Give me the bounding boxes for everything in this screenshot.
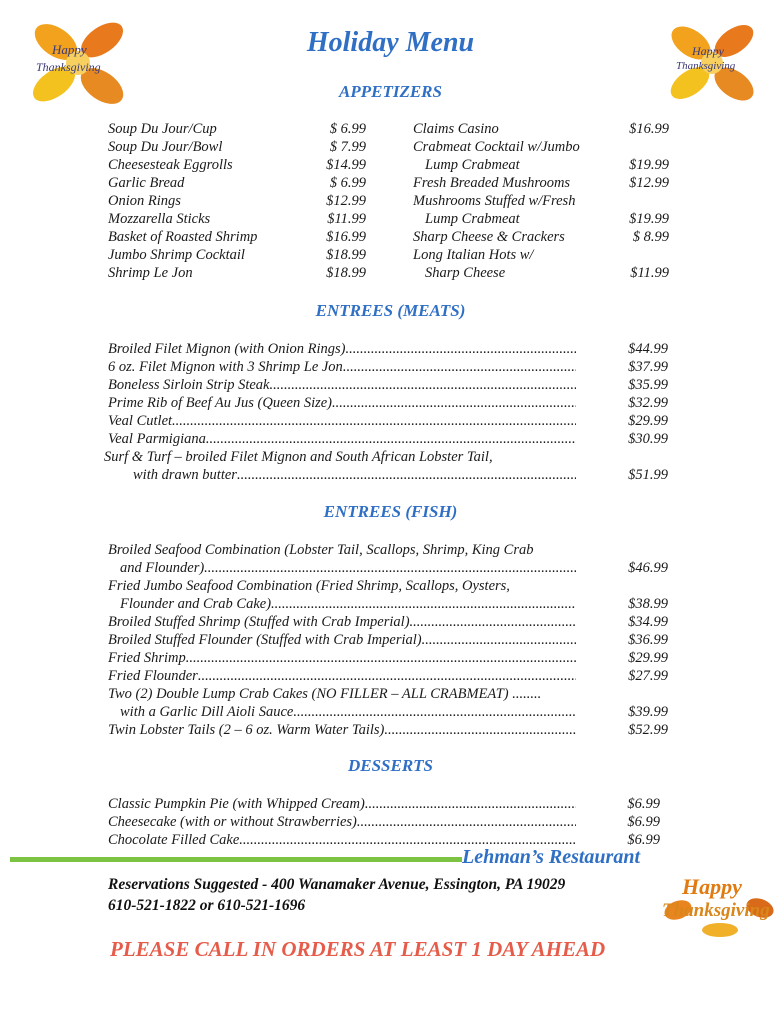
dot-leader: [357, 813, 576, 831]
appetizer-price: $19.99: [629, 211, 669, 227]
menu-item-row: [108, 412, 576, 430]
menu-item-price: $44.99: [628, 341, 668, 357]
dot-leader: [172, 412, 576, 430]
dot-leader: [198, 667, 576, 685]
section-heading-meats: ENTREES (MEATS): [315, 301, 466, 320]
menu-item-name: Boneless Sirloin Strip Steak: [108, 377, 270, 393]
menu-item-price: $39.99: [628, 704, 668, 720]
appetizer-price: $18.99: [326, 265, 366, 281]
appetizer-name: Mozzarella Sticks: [108, 211, 211, 227]
menu-item-row: [108, 358, 576, 376]
dot-leader: [271, 595, 576, 613]
dot-leader: [186, 649, 576, 667]
appetizer-name: Onion Rings: [108, 193, 181, 209]
dot-leader: [384, 721, 576, 739]
dot-leader: [365, 795, 576, 813]
phone-numbers: 610-521-1822 or 610-521-1696: [108, 897, 306, 914]
appetizer-price: $12.99: [326, 193, 366, 209]
menu-item-row: [120, 703, 576, 721]
badge-happy-text: Happy: [52, 42, 87, 57]
appetizer-name: Long Italian Hots w/: [413, 247, 534, 263]
menu-item-name-continued: Flounder and Crab Cake): [120, 596, 272, 612]
menu-item-price: $6.99: [627, 814, 660, 830]
dot-leader: [237, 466, 576, 484]
appetizer-price: $19.99: [629, 157, 669, 173]
menu-item-price: $36.99: [628, 632, 668, 648]
appetizer-name: Claims Casino: [413, 121, 499, 137]
appetizer-name-continued: Lump Crabmeat: [425, 157, 520, 173]
appetizer-name: Crabmeat Cocktail w/Jumbo: [413, 139, 580, 155]
menu-item-row: [108, 813, 576, 831]
restaurant-name: Lehman’s Restaurant: [462, 846, 640, 868]
menu-item-name-continued: with drawn butter: [133, 467, 237, 483]
menu-item-name: Two (2) Double Lump Crab Cakes (NO FILLER – ALL CRABMEAT) ........: [108, 686, 542, 702]
dot-leader: [332, 394, 576, 412]
menu-item-row: [120, 559, 576, 577]
appetizer-name: Basket of Roasted Shrimp: [108, 229, 258, 245]
menu-item-price: $52.99: [628, 722, 668, 738]
menu-item-name: Veal Cutlet: [108, 413, 173, 429]
menu-item-price: $6.99: [627, 796, 660, 812]
appetizer-price: $ 7.99: [329, 139, 366, 155]
dot-leader: [343, 358, 576, 376]
menu-item-name: Fried Jumbo Seafood Combination (Fried Shrimp, Scallops, Oysters,: [108, 578, 510, 594]
menu-item-name: Classic Pumpkin Pie (with Whipped Cream): [108, 796, 365, 812]
menu-item-price: $51.99: [628, 467, 668, 483]
footer-divider: [10, 857, 462, 862]
badge-thanksgiving-text: Thanksgiving: [676, 60, 736, 72]
menu-item-row: [108, 613, 576, 631]
menu-item-name: Broiled Stuffed Shrimp (Stuffed with Crab Imperial): [108, 614, 410, 630]
badge-happy-text: Happy: [692, 44, 724, 58]
menu-item-row: [108, 721, 576, 739]
menu-item-row: [108, 667, 576, 685]
menu-item-name: 6 oz. Filet Mignon with 3 Shrimp Le Jon: [108, 359, 343, 375]
appetizer-price: $11.99: [327, 211, 366, 227]
menu-item-price: $46.99: [628, 560, 668, 576]
call-ahead-notice: PLEASE CALL IN ORDERS AT LEAST 1 DAY AHEAD: [110, 937, 606, 961]
menu-item-name-continued: and Flounder): [120, 560, 205, 576]
appetizer-name-continued: Lump Crabmeat: [425, 211, 520, 227]
menu-item-price: $37.99: [628, 359, 668, 375]
menu-item-price: $32.99: [628, 395, 668, 411]
menu-item-name: Twin Lobster Tails (2 – 6 oz. Warm Water Tails): [108, 722, 385, 738]
menu-item-row: [133, 466, 576, 484]
menu-item-name: Surf & Turf – broiled Filet Mignon and South African Lobster Tail,: [104, 449, 493, 465]
menu-item-name: Fried Shrimp: [108, 650, 186, 666]
menu-item-row: [120, 595, 576, 613]
menu-item-price: $29.99: [628, 650, 668, 666]
menu-item-price: $38.99: [628, 596, 668, 612]
menu-item-row: [108, 430, 576, 448]
appetizer-price: $11.99: [630, 265, 669, 281]
happy-thanksgiving-badge: [660, 872, 776, 944]
appetizer-price: $12.99: [629, 175, 669, 191]
dot-leader: [410, 613, 576, 631]
menu-item-name: Broiled Filet Mignon (with Onion Rings): [108, 341, 346, 357]
appetizer-price: $ 6.99: [329, 175, 366, 191]
dot-leader: [204, 559, 576, 577]
appetizer-name: Soup Du Jour/Cup: [108, 121, 217, 137]
menu-item-row: [108, 795, 576, 813]
menu-item-row: [108, 649, 576, 667]
dot-leader: [293, 703, 576, 721]
appetizer-name: Soup Du Jour/Bowl: [108, 139, 223, 155]
menu-item-row: [108, 394, 576, 412]
appetizer-name: Jumbo Shrimp Cocktail: [108, 247, 245, 263]
menu-item-row: [108, 631, 576, 649]
appetizer-name-continued: Sharp Cheese: [425, 265, 506, 281]
dot-leader: [206, 430, 576, 448]
menu-item-name: Prime Rib of Beef Au Jus (Queen Size): [108, 395, 333, 411]
menu-item-price: $35.99: [628, 377, 668, 393]
appetizer-price: $16.99: [326, 229, 366, 245]
appetizer-price: $18.99: [326, 247, 366, 263]
appetizer-name: Mushrooms Stuffed w/Fresh: [413, 193, 576, 209]
appetizer-price: $ 6.99: [329, 121, 366, 137]
appetizer-name: Fresh Breaded Mushrooms: [413, 175, 571, 191]
menu-item-name-continued: with a Garlic Dill Aioli Sauce: [120, 704, 294, 720]
appetizer-name: Shrimp Le Jon: [108, 265, 193, 281]
dot-leader: [270, 376, 577, 394]
menu-item-name: Veal Parmigiana: [108, 431, 206, 447]
menu-item-row: [108, 340, 576, 358]
appetizer-price: $ 8.99: [632, 229, 669, 245]
dot-leader: [345, 340, 576, 358]
badge-thanksgiving-text: Thanksgiving: [36, 60, 101, 74]
section-heading-fish: ENTREES (FISH): [323, 502, 458, 521]
menu-item-name: Broiled Stuffed Flounder (Stuffed with Crab Imperial): [108, 632, 422, 648]
page-title: Holiday Menu: [306, 27, 475, 58]
menu-item-name: Broiled Seafood Combination (Lobster Tail, Scallops, Shrimp, King Crab: [108, 542, 534, 558]
menu-item-name: Chocolate Filled Cake: [108, 832, 240, 848]
dot-leader: [422, 631, 576, 649]
badge-thanksgiving-text: Thanksgiving: [662, 900, 770, 921]
appetizer-price: $16.99: [629, 121, 669, 137]
menu-item-price: $27.99: [628, 668, 668, 684]
appetizer-name: Garlic Bread: [108, 175, 185, 191]
appetizer-price: $14.99: [326, 157, 366, 173]
menu-item-name: Cheesecake (with or without Strawberries): [108, 814, 357, 830]
menu-item-price: $29.99: [628, 413, 668, 429]
menu-item-row: [108, 376, 576, 394]
menu-item-price: $30.99: [628, 431, 668, 447]
appetizer-name: Sharp Cheese & Crackers: [413, 229, 565, 245]
reservations-address: Reservations Suggested - 400 Wanamaker Avenue, Essington, PA 19029: [108, 876, 566, 893]
menu-item-price: $6.99: [627, 832, 660, 848]
menu-item-price: $34.99: [628, 614, 668, 630]
appetizer-name: Cheesesteak Eggrolls: [108, 157, 233, 173]
menu-item-name: Fried Flounder: [108, 668, 198, 684]
section-heading-appetizers: APPETIZERS: [339, 82, 442, 101]
section-heading-desserts: DESSERTS: [347, 756, 434, 775]
badge-happy-text: Happy: [682, 874, 742, 899]
